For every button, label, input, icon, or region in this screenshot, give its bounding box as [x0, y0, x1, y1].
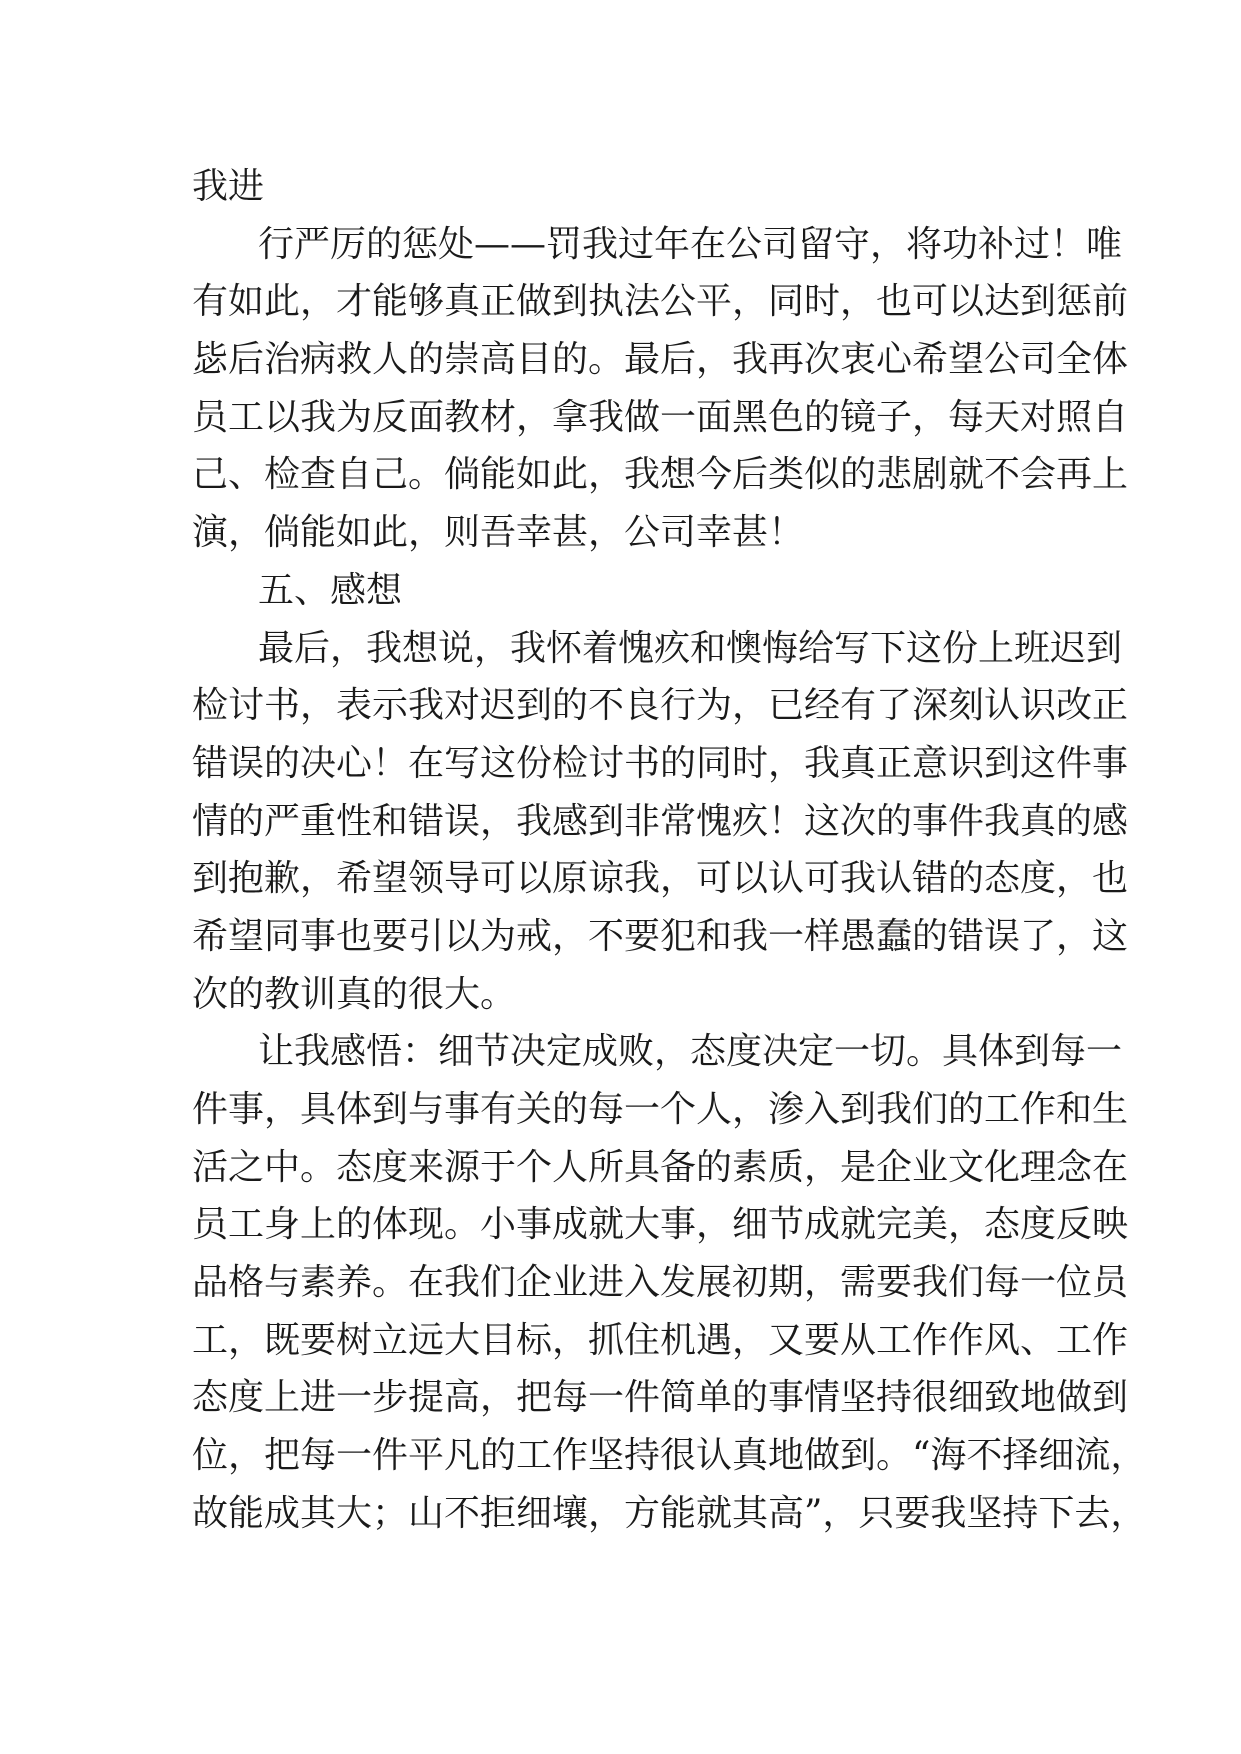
text-line: 错误的决心！在写这份检讨书的同时，我真正意识到这件事: [192, 742, 1129, 784]
text-line: 五、感想: [258, 569, 403, 611]
text-line: 位，把每一件平凡的工作坚持很认真地做到。“海不择细流，: [192, 1435, 1147, 1477]
text-line: 员工身上的体现。小事成就大事，细节成就完美，态度反映: [192, 1204, 1129, 1246]
text-line: 让我感悟：细节决定成败，态度决定一切。具体到每一: [258, 1031, 1123, 1073]
text-line: 演，倘能如此，则吾幸甚，公司幸甚！: [192, 512, 805, 554]
body-text: [192, 158, 1147, 1543]
text-line: 我进: [192, 166, 265, 207]
text-line: 毖后治病救人的崇高目的。最后，我再次衷心希望公司全体: [192, 339, 1129, 381]
text-line: 次的教训真的很大。: [192, 973, 517, 1015]
text-line: 最后，我想说，我怀着愧疚和懊悔给写下这份上班迟到: [258, 627, 1123, 669]
text-line: 员工以我为反面教材，拿我做一面黑色的镜子，每天对照自: [192, 396, 1129, 438]
text-line: 有如此，才能够真正做到执法公平，同时，也可以达到惩前: [192, 281, 1129, 323]
text-line: 活之中。态度来源于个人所具备的素质，是企业文化理念在: [192, 1146, 1129, 1188]
text-line: 情的严重性和错误，我感到非常愧疚！这次的事件我真的感: [192, 800, 1129, 842]
text-line: 态度上进一步提高，把每一件简单的事情坚持很细致地做到: [192, 1377, 1129, 1419]
text-line: 己、检查自己。倘能如此，我想今后类似的悲剧就不会再上: [192, 454, 1129, 496]
text-line: 检讨书，表示我对迟到的不良行为，已经有了深刻认识改正: [192, 685, 1129, 727]
text-line: 希望同事也要引以为戒，不要犯和我一样愚蠢的错误了，这: [192, 915, 1129, 957]
text-line: 故能成其大；山不拒细壤，方能就其高”，只要我坚持下去，: [192, 1492, 1147, 1534]
text-line: 品格与素养。在我们企业进入发展初期，需要我们每一位员: [192, 1262, 1129, 1304]
text-line: 行严厉的惩处——罚我过年在公司留守，将功补过！唯: [258, 223, 1123, 265]
text-line: 到抱歉，希望领导可以原谅我，可以认可我认错的态度，也: [192, 858, 1129, 900]
text-line: 件事，具体到与事有关的每一个人，渗入到我们的工作和生: [192, 1089, 1129, 1130]
text-line: 工，既要树立远大目标，抓住机遇，又要从工作作风、工作: [192, 1319, 1129, 1361]
